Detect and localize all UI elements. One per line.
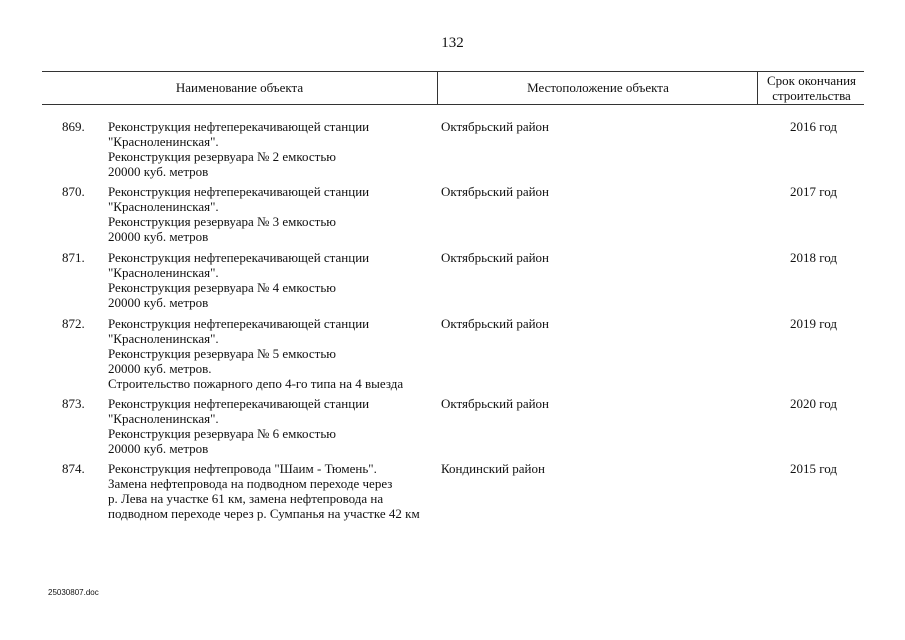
column-header-deadline <box>757 72 865 104</box>
object-name-line: Реконструкция резервуара № 4 емкостью <box>108 280 336 295</box>
object-name-line: "Красноленинская". <box>108 134 219 149</box>
completion-year: 2016 год <box>790 119 837 134</box>
row-number: 871. <box>62 250 85 265</box>
completion-year: 2017 год <box>790 184 837 199</box>
object-name-line: 20000 куб. метров <box>108 295 209 310</box>
object-name <box>108 396 433 456</box>
row-number: 869. <box>62 119 85 134</box>
object-location: Кондинский район <box>441 461 545 476</box>
object-name-line: Реконструкция нефтеперекачивающей станции <box>108 396 370 411</box>
object-name-line: Строительство пожарного депо 4-го типа на 4 выезда <box>108 376 404 391</box>
completion-year: 2015 год <box>790 461 837 476</box>
page-number: 132 <box>441 35 464 51</box>
object-location: Октябрьский район <box>441 119 549 134</box>
column-header-location: Местоположение объекта <box>437 72 758 104</box>
document-filename: 25030807.doc <box>48 588 99 597</box>
object-name <box>108 316 433 391</box>
object-name-line: "Красноленинская". <box>108 199 219 214</box>
object-name-line: 20000 куб. метров <box>108 441 209 456</box>
object-location: Октябрьский район <box>441 396 549 411</box>
completion-year: 2020 год <box>790 396 837 411</box>
object-name-line: подводном переходе через р. Сумпанья на участке 42 км <box>108 506 420 521</box>
completion-year: 2019 год <box>790 316 837 331</box>
object-name-line: р. Лева на участке 61 км, замена нефтепровода на <box>108 491 384 506</box>
table-header <box>42 71 864 105</box>
object-name-line: Реконструкция резервуара № 6 емкостью <box>108 426 336 441</box>
object-name <box>108 184 433 244</box>
object-location: Октябрьский район <box>441 250 549 265</box>
column-header-deadline-line2: строительства <box>772 88 851 103</box>
object-name-line: Реконструкция резервуара № 2 емкостью <box>108 149 336 164</box>
object-name <box>108 250 433 310</box>
object-name-line: "Красноленинская". <box>108 411 219 426</box>
object-name-line: "Красноленинская". <box>108 331 219 346</box>
row-number: 870. <box>62 184 85 199</box>
object-name-line: Реконструкция нефтеперекачивающей станции <box>108 184 370 199</box>
object-name-line: Замена нефтепровода на подводном переходе через <box>108 476 393 491</box>
row-number: 874. <box>62 461 85 476</box>
object-name-line: 20000 куб. метров <box>108 164 209 179</box>
object-name-line: 20000 куб. метров. <box>108 361 212 376</box>
column-header-deadline-line1: Срок окончания <box>766 73 857 88</box>
object-location: Октябрьский район <box>441 184 549 199</box>
object-name-line: "Красноленинская". <box>108 265 219 280</box>
object-name-line: 20000 куб. метров <box>108 229 209 244</box>
object-name-line: Реконструкция резервуара № 3 емкостью <box>108 214 336 229</box>
object-name-line: Реконструкция нефтепровода "Шаим - Тюмень". <box>108 461 377 476</box>
column-header-name: Наименование объекта <box>175 80 304 95</box>
object-name <box>108 461 433 521</box>
row-number: 873. <box>62 396 85 411</box>
object-name-line: Реконструкция нефтеперекачивающей станции <box>108 119 370 134</box>
object-name <box>108 119 433 179</box>
completion-year: 2018 год <box>790 250 837 265</box>
object-name-line: Реконструкция нефтеперекачивающей станции <box>108 250 370 265</box>
row-number: 872. <box>62 316 85 331</box>
object-name-line: Реконструкция резервуара № 5 емкостью <box>108 346 336 361</box>
object-location: Октябрьский район <box>441 316 549 331</box>
object-name-line: Реконструкция нефтеперекачивающей станции <box>108 316 370 331</box>
